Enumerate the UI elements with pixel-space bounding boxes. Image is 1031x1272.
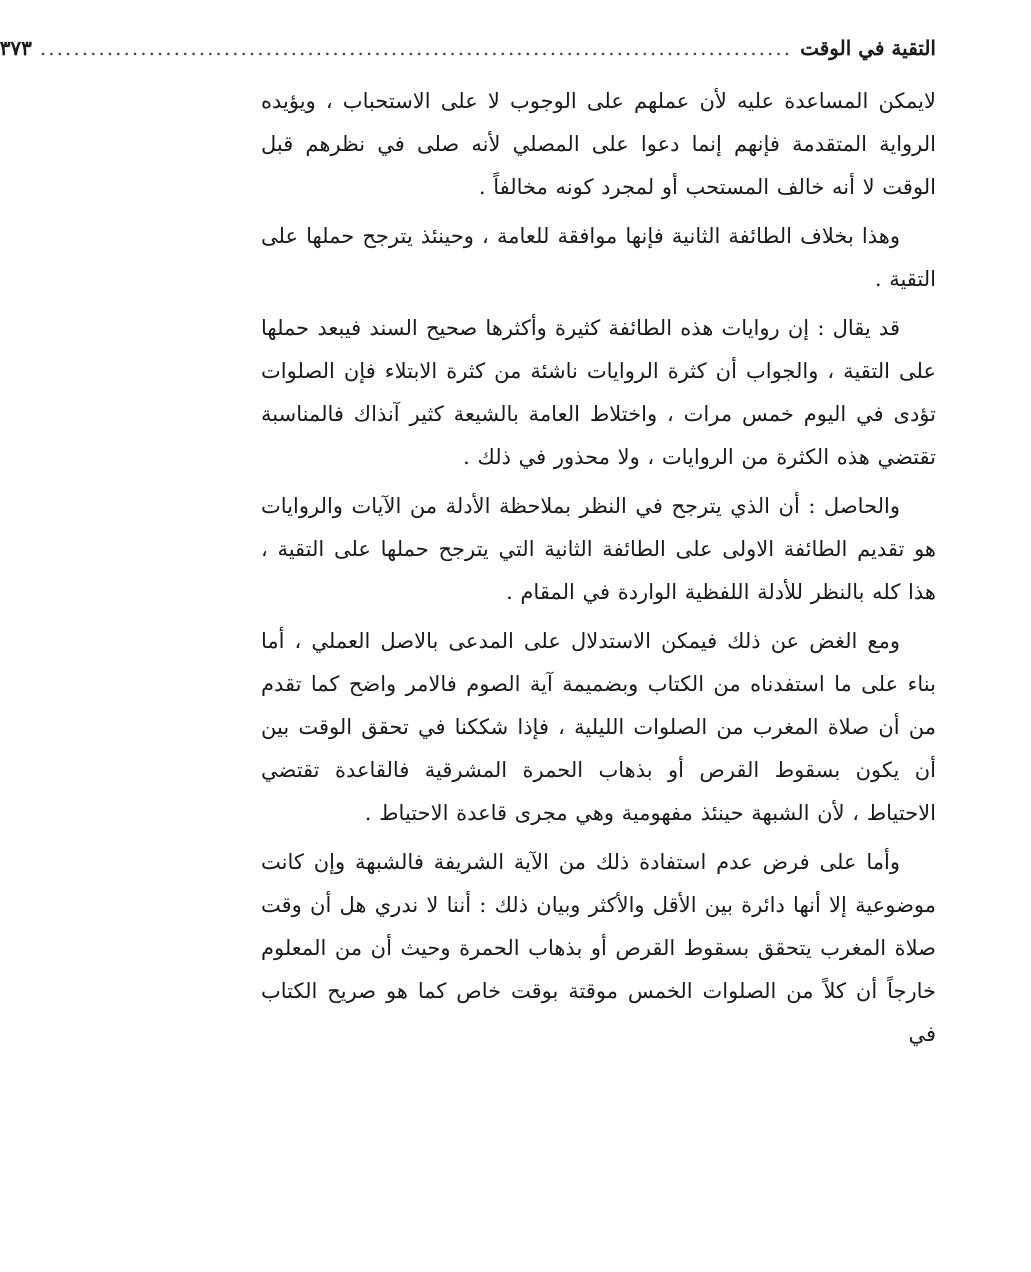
page-number: ٣٧٣ — [0, 36, 32, 60]
paragraph: والحاصل : أن الذي يترجح في النظر بملاحظة الأدلة من الآيات والروايات هو تقديم الطائفة الاولى على الطائفة الثانية التي يترجح حملها على التقية ، هذا كله بالنظر للأدلة اللفظية الواردة في المقام . — [261, 494, 936, 604]
body-text — [261, 80, 936, 1056]
running-title: التقية في الوقت — [800, 36, 936, 60]
paragraph: قد يقال : إن روايات هذه الطائفة كثيرة وأكثرها صحيح السند فيبعد حملها على التقية ، والجواب أن كثرة الروايات ناشئة من كثرة الابتلاء فإن الصلوات تؤدى في اليوم خمس مرات ، واختلاط العامة بالشيعة كثير آنذاك فالمناسبة تقتضي هذه الكثرة من الروايات ، ولا محذور في ذلك . — [261, 316, 936, 469]
paragraph: ومع الغض عن ذلك فيمكن الاستدلال على المدعى بالاصل العملي ، أما بناء على ما استفدناه من الكتاب وبضميمة آية الصوم فالامر واضح كما تقدم من أن صلاة المغرب من الصلوات الليلية ، فإذا شككنا في تحقق الوقت بين أن يكون بسقوط القرص أو بذهاب الحمرة المشرقية فالقاعدة تقتضي الاحتياط ، لأن الشبهة حينئذ مفهومية وهي مجرى قاعدة الاحتياط . — [261, 629, 936, 825]
running-header — [0, 28, 936, 72]
paragraph: وهذا بخلاف الطائفة الثانية فإنها موافقة للعامة ، وحينئذ يترجح حملها على التقية . — [261, 224, 936, 291]
paragraph: وأما على فرض عدم استفادة ذلك من الآية الشريفة فالشبهة وإن كانت موضوعية إلا أنها دائرة بين الأقل والأكثر وبيان ذلك : أننا لا ندري هل أن وقت صلاة المغرب يتحقق بسقوط القرص أو بذهاب الحمرة وحيث أن من المعلوم خارجاً أن كلاً من الصلوات الخمس موقتة بوقت خاص كما هو صريح الكتاب في — [261, 850, 936, 1046]
paragraph: لايمكن المساعدة عليه لأن عملهم على الوجوب لا على الاستحباب ، ويؤيده الرواية المتقدمة فإنهم إنما دعوا على المصلي لأنه صلى في نظرهم قبل الوقت لا أنه خالف المستحب أو لمجرد كونه مخالفاً . — [261, 89, 936, 199]
book-page — [0, 28, 936, 1056]
dot-leader: .......................................................................................... — [39, 36, 793, 60]
